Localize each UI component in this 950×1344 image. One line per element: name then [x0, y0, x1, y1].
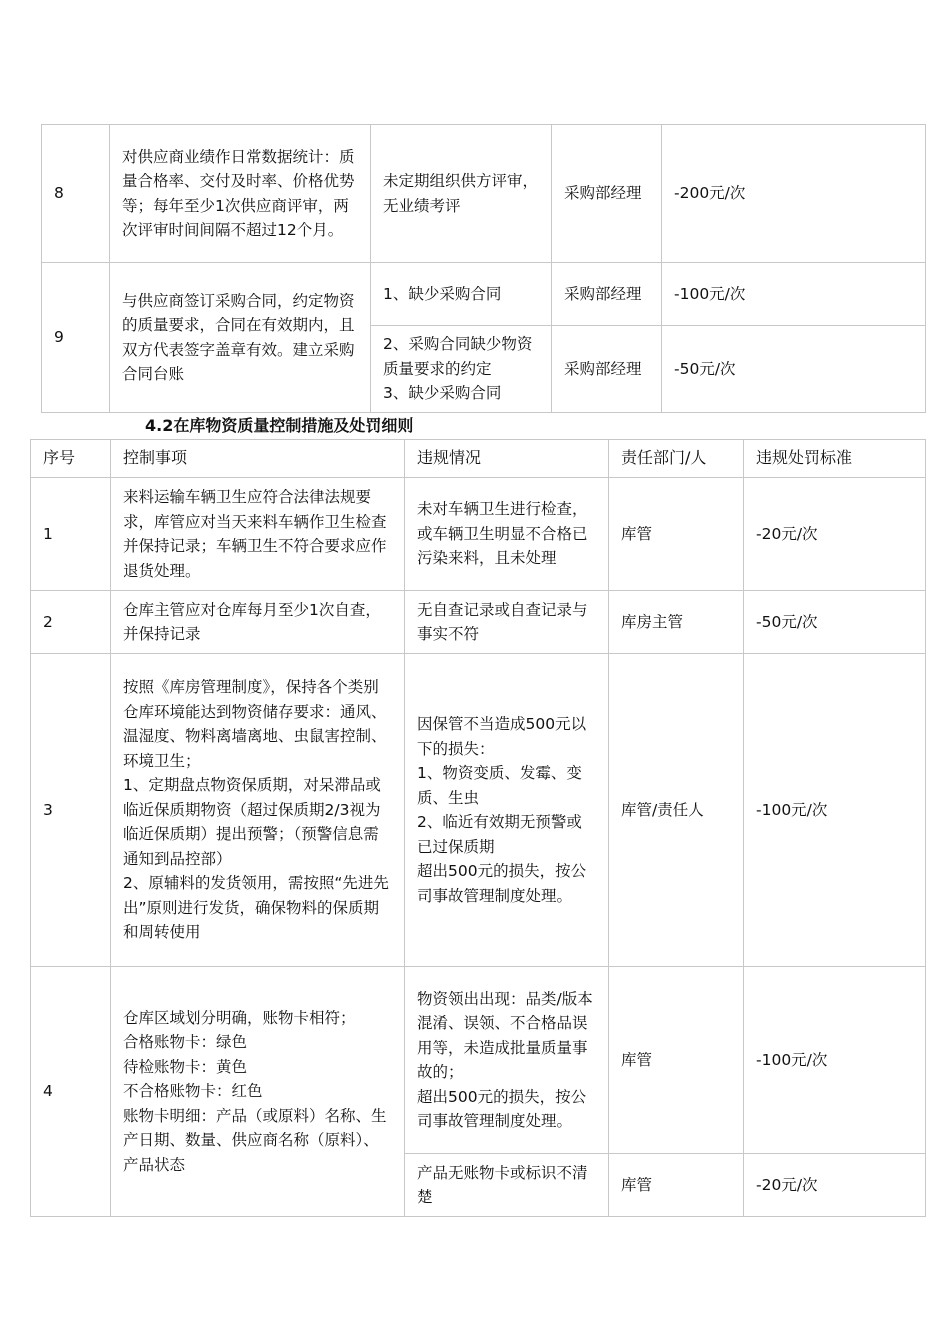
- table-row: [31, 967, 926, 1154]
- responsible-dept: 库管: [609, 478, 744, 591]
- responsible-dept: 库管: [609, 967, 744, 1154]
- header-no: 序号: [31, 440, 111, 478]
- penalty: -100元/次: [744, 967, 926, 1154]
- control-item: 仓库主管应对仓库每月至少1次自查，并保持记录: [111, 591, 405, 654]
- penalty: -50元/次: [744, 591, 926, 654]
- violation: 1、缺少采购合同: [371, 263, 552, 326]
- penalty: -100元/次: [744, 654, 926, 967]
- table-row: [31, 654, 926, 967]
- row-number: 1: [31, 478, 111, 591]
- violation: 因保管不当造成500元以下的损失： 1、物资变质、发霉、变质、生虫 2、临近有效期无预警或已过保质期 超出500元的损失，按公司事故管理制度处理。: [405, 654, 609, 967]
- violation: 产品无账物卡或标识不清楚: [405, 1154, 609, 1217]
- responsible-dept: 库管/责任人: [609, 654, 744, 967]
- header-violation: 违规情况: [405, 440, 609, 478]
- violation: 未定期组织供方评审，无业绩考评: [371, 125, 552, 263]
- control-item: 按照《库房管理制度》，保持各个类别仓库环境能达到物资储存要求：通风、温湿度、物料离墙离地、虫鼠害控制、环境卫生； 1、定期盘点物资保质期，对呆滞品或临近保质期物资（超过保质期2/3视为临近保质期）提出预警；（预警信息需通知到品控部） 2、原辅料的发货领用，需按照“先进先出”原则进行发货，确保物料的保质期和周转使用: [111, 654, 405, 967]
- table-row: [31, 478, 926, 591]
- responsible-dept: 库房主管: [609, 591, 744, 654]
- penalty: -200元/次: [662, 125, 926, 263]
- control-item: 与供应商签订采购合同，约定物资的质量要求，合同在有效期内，且双方代表签字盖章有效。建立采购合同台账: [110, 263, 371, 413]
- penalty: -50元/次: [662, 326, 926, 413]
- header-item: 控制事项: [111, 440, 405, 478]
- penalty: -100元/次: [662, 263, 926, 326]
- penalty: -20元/次: [744, 478, 926, 591]
- responsible-dept: 库管: [609, 1154, 744, 1217]
- violation: 2、采购合同缺少物资质量要求的约定 3、缺少采购合同: [371, 326, 552, 413]
- violation: 无自查记录或自查记录与事实不符: [405, 591, 609, 654]
- responsible-dept: 采购部经理: [552, 263, 662, 326]
- row-number: 2: [31, 591, 111, 654]
- inventory-control-table: [30, 439, 926, 1217]
- table-header-row: [31, 440, 926, 478]
- header-dept: 责任部门/人: [609, 440, 744, 478]
- table-row: [42, 125, 926, 263]
- section-title: 4.2在库物资质量控制措施及处罚细则: [145, 416, 414, 435]
- row-number: 9: [42, 263, 110, 413]
- row-number: 3: [31, 654, 111, 967]
- violation: 物资领出出现：品类/版本混淆、误领、不合格品误用等，未造成批量质量事故的； 超出500元的损失，按公司事故管理制度处理。: [405, 967, 609, 1154]
- header-penalty: 违规处罚标准: [744, 440, 926, 478]
- responsible-dept: 采购部经理: [552, 125, 662, 263]
- table-row: [31, 591, 926, 654]
- control-item: 来料运输车辆卫生应符合法律法规要求，库管应对当天来料车辆作卫生检查并保持记录；车辆卫生不符合要求应作退货处理。: [111, 478, 405, 591]
- table-row: [42, 263, 926, 326]
- responsible-dept: 采购部经理: [552, 326, 662, 413]
- supplier-control-table: [41, 124, 926, 413]
- penalty: -20元/次: [744, 1154, 926, 1217]
- control-item: 仓库区域划分明确，账物卡相符； 合格账物卡：绿色 待检账物卡：黄色 不合格账物卡：红色 账物卡明细：产品（或原料）名称、生产日期、数量、供应商名称（原料）、产品状态: [111, 967, 405, 1217]
- violation: 未对车辆卫生进行检查，或车辆卫生明显不合格已污染来料，且未处理: [405, 478, 609, 591]
- control-item: 对供应商业绩作日常数据统计：质量合格率、交付及时率、价格优势等；每年至少1次供应商评审，两次评审时间间隔不超过12个月。: [110, 125, 371, 263]
- row-number: 4: [31, 967, 111, 1217]
- row-number: 8: [42, 125, 110, 263]
